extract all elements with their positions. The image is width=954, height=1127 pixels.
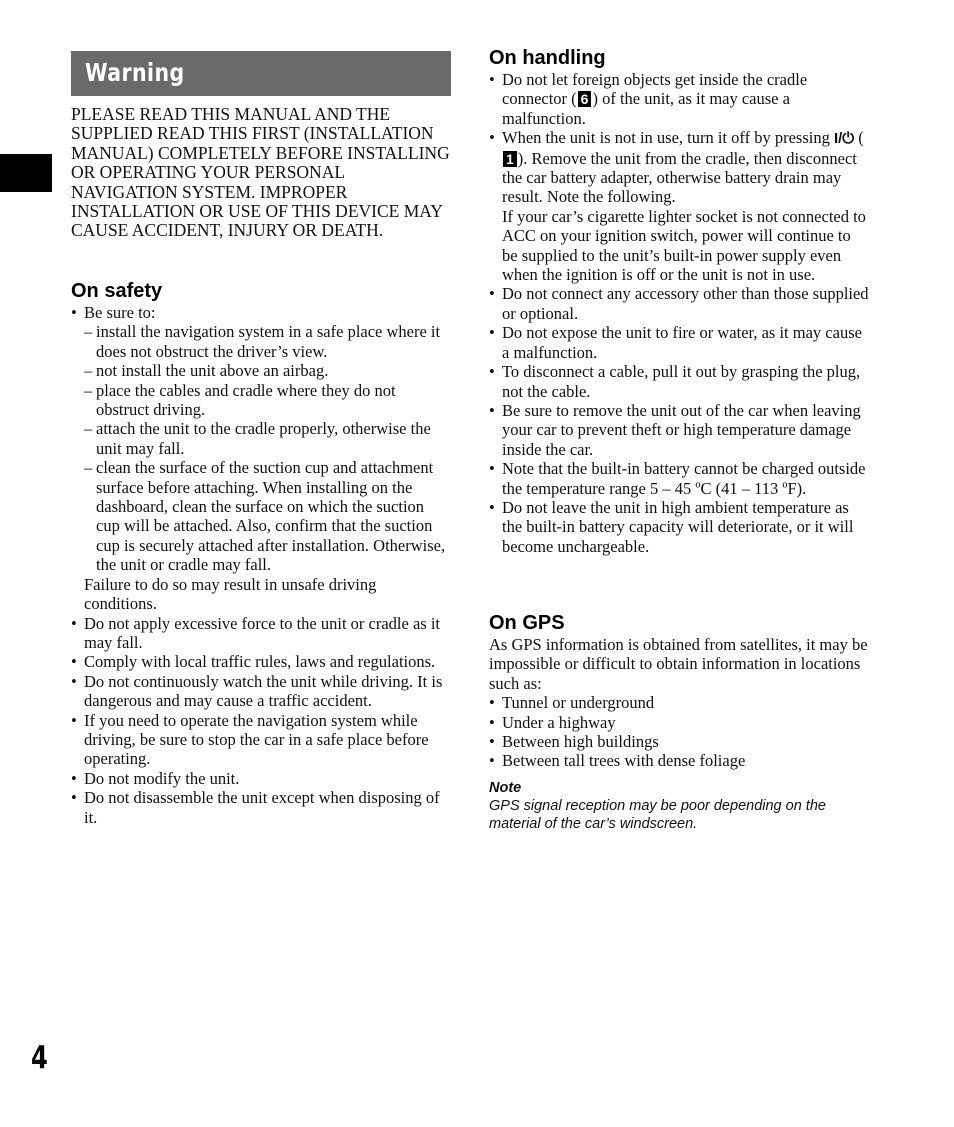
list-item [71, 303, 451, 322]
failure-note: Failure to do so may result in unsafe driving conditions. [84, 574, 377, 614]
page-number: 4 [31, 1040, 48, 1076]
gps-heading: On GPS [489, 612, 565, 634]
item-text: ( [854, 128, 864, 148]
handling-list [489, 70, 869, 556]
warning-title-bar [71, 51, 451, 96]
list-item: • To disconnect a cable, pull it out by grasping the plug, not the cable. [489, 362, 869, 401]
gps-list [489, 693, 869, 771]
list-item: • Tunnel or underground [489, 693, 869, 712]
list-subitem: – install the navigation system in a safe place where it does not obstruct the driver’s view. [71, 322, 451, 361]
connector-number-badge: 6 [578, 91, 592, 107]
handling-section [489, 46, 869, 556]
list-item [489, 70, 869, 128]
list-item [489, 128, 869, 207]
button-number-badge: 1 [503, 151, 517, 167]
page-title: Warning [85, 58, 185, 87]
note-heading: Note [489, 779, 522, 796]
item-text: When the unit is not in use, turn it off by pressing [502, 128, 834, 148]
list-item: • Do not leave the unit in high ambient temperature as the built-in battery capacity will deteriorate, or it will become unchargeable. [489, 498, 869, 556]
list-item: • Comply with local traffic rules, laws and regulations. [71, 652, 451, 671]
safety-heading: On safety [71, 280, 163, 302]
item-text: ) of the unit, as it may cause a malfunction. [502, 89, 790, 128]
list-item: • Note that the built-in battery cannot be charged outside the temperature range 5 – 45 ºC (41 – 113 ºF). [489, 459, 869, 498]
list-item: • Be sure to remove the unit out of the car when leaving your car to prevent theft or high temperature damage inside the car. [489, 401, 869, 459]
note-text: GPS signal reception may be poor depending on the material of the car’s windscreen. [489, 797, 826, 833]
be-sure-text: Be sure to: [84, 303, 156, 322]
list-subitem: – not install the unit above an airbag. [71, 361, 451, 380]
list-item: • Between high buildings [489, 732, 869, 751]
item-text: ). Remove the unit from the cradle, then disconnect the car battery adapter, otherwise battery drain may result. Note the following. [502, 148, 857, 207]
list-item: • Do not apply excessive force to the unit or cradle as it may fall. [71, 614, 451, 653]
list-subitem: – place the cables and cradle where they do not obstruct driving. [71, 381, 451, 420]
list-item: • Do not expose the unit to fire or water, as it may cause a malfunction. [489, 323, 869, 362]
item-text: Do not let foreign objects get inside the cradle connector ( [502, 70, 808, 109]
acc-note: If your car’s cigarette lighter socket is not connected to ACC on your ignition switch, power will continue to be supplied to the unit’s built-in power supply even when the ignition is off or the unit is not in use. [502, 206, 866, 285]
safety-list [71, 303, 451, 827]
list-subitem: – attach the unit to the cradle properly, otherwise the unit may fall. [71, 419, 451, 458]
list-item: • Do not modify the unit. [71, 769, 451, 788]
warning-intro-text: PLEASE READ THIS MANUAL AND THE SUPPLIED READ THIS FIRST (INSTALLATION MANUAL) COMPLETELY BEFORE INSTALLING OR OPERATING YOUR PERSONAL NAVIGATION SYSTEM. IMPROPER INSTALLATION OR USE OF THIS DEVICE MAY CAUSE ACCIDENT, INJURY OR DEATH. [71, 104, 450, 241]
safety-section [71, 279, 451, 827]
list-item: • If you need to operate the navigation system while driving, be sure to stop the car in a safe place before operating. [71, 711, 451, 769]
list-subitem: – clean the surface of the suction cup and attachment surface before attaching. When installing on the dashboard, clean the surface on which the suction cup will be attached. Also, confirm that the suction cup is securely attached after installation. Otherwise, the unit or cradle may fall. [71, 458, 451, 574]
list-item: • Do not disassemble the unit except when disposing of it. [71, 788, 451, 827]
gps-intro: As GPS information is obtained from satellites, it may be impossible or difficult to obtain information in locations such as: [489, 635, 868, 693]
list-item: • Under a highway [489, 713, 869, 732]
section-tab-marker [0, 154, 52, 192]
list-item: • Do not continuously watch the unit while driving. It is dangerous and may cause a traffic accident. [71, 672, 451, 711]
power-button-symbol: I/⏻ [833, 130, 855, 148]
list-item: • Between tall trees with dense foliage [489, 751, 869, 770]
handling-heading: On handling [489, 47, 606, 69]
list-item: • Do not connect any accessory other than those supplied or optional. [489, 284, 869, 323]
gps-section [489, 611, 869, 834]
